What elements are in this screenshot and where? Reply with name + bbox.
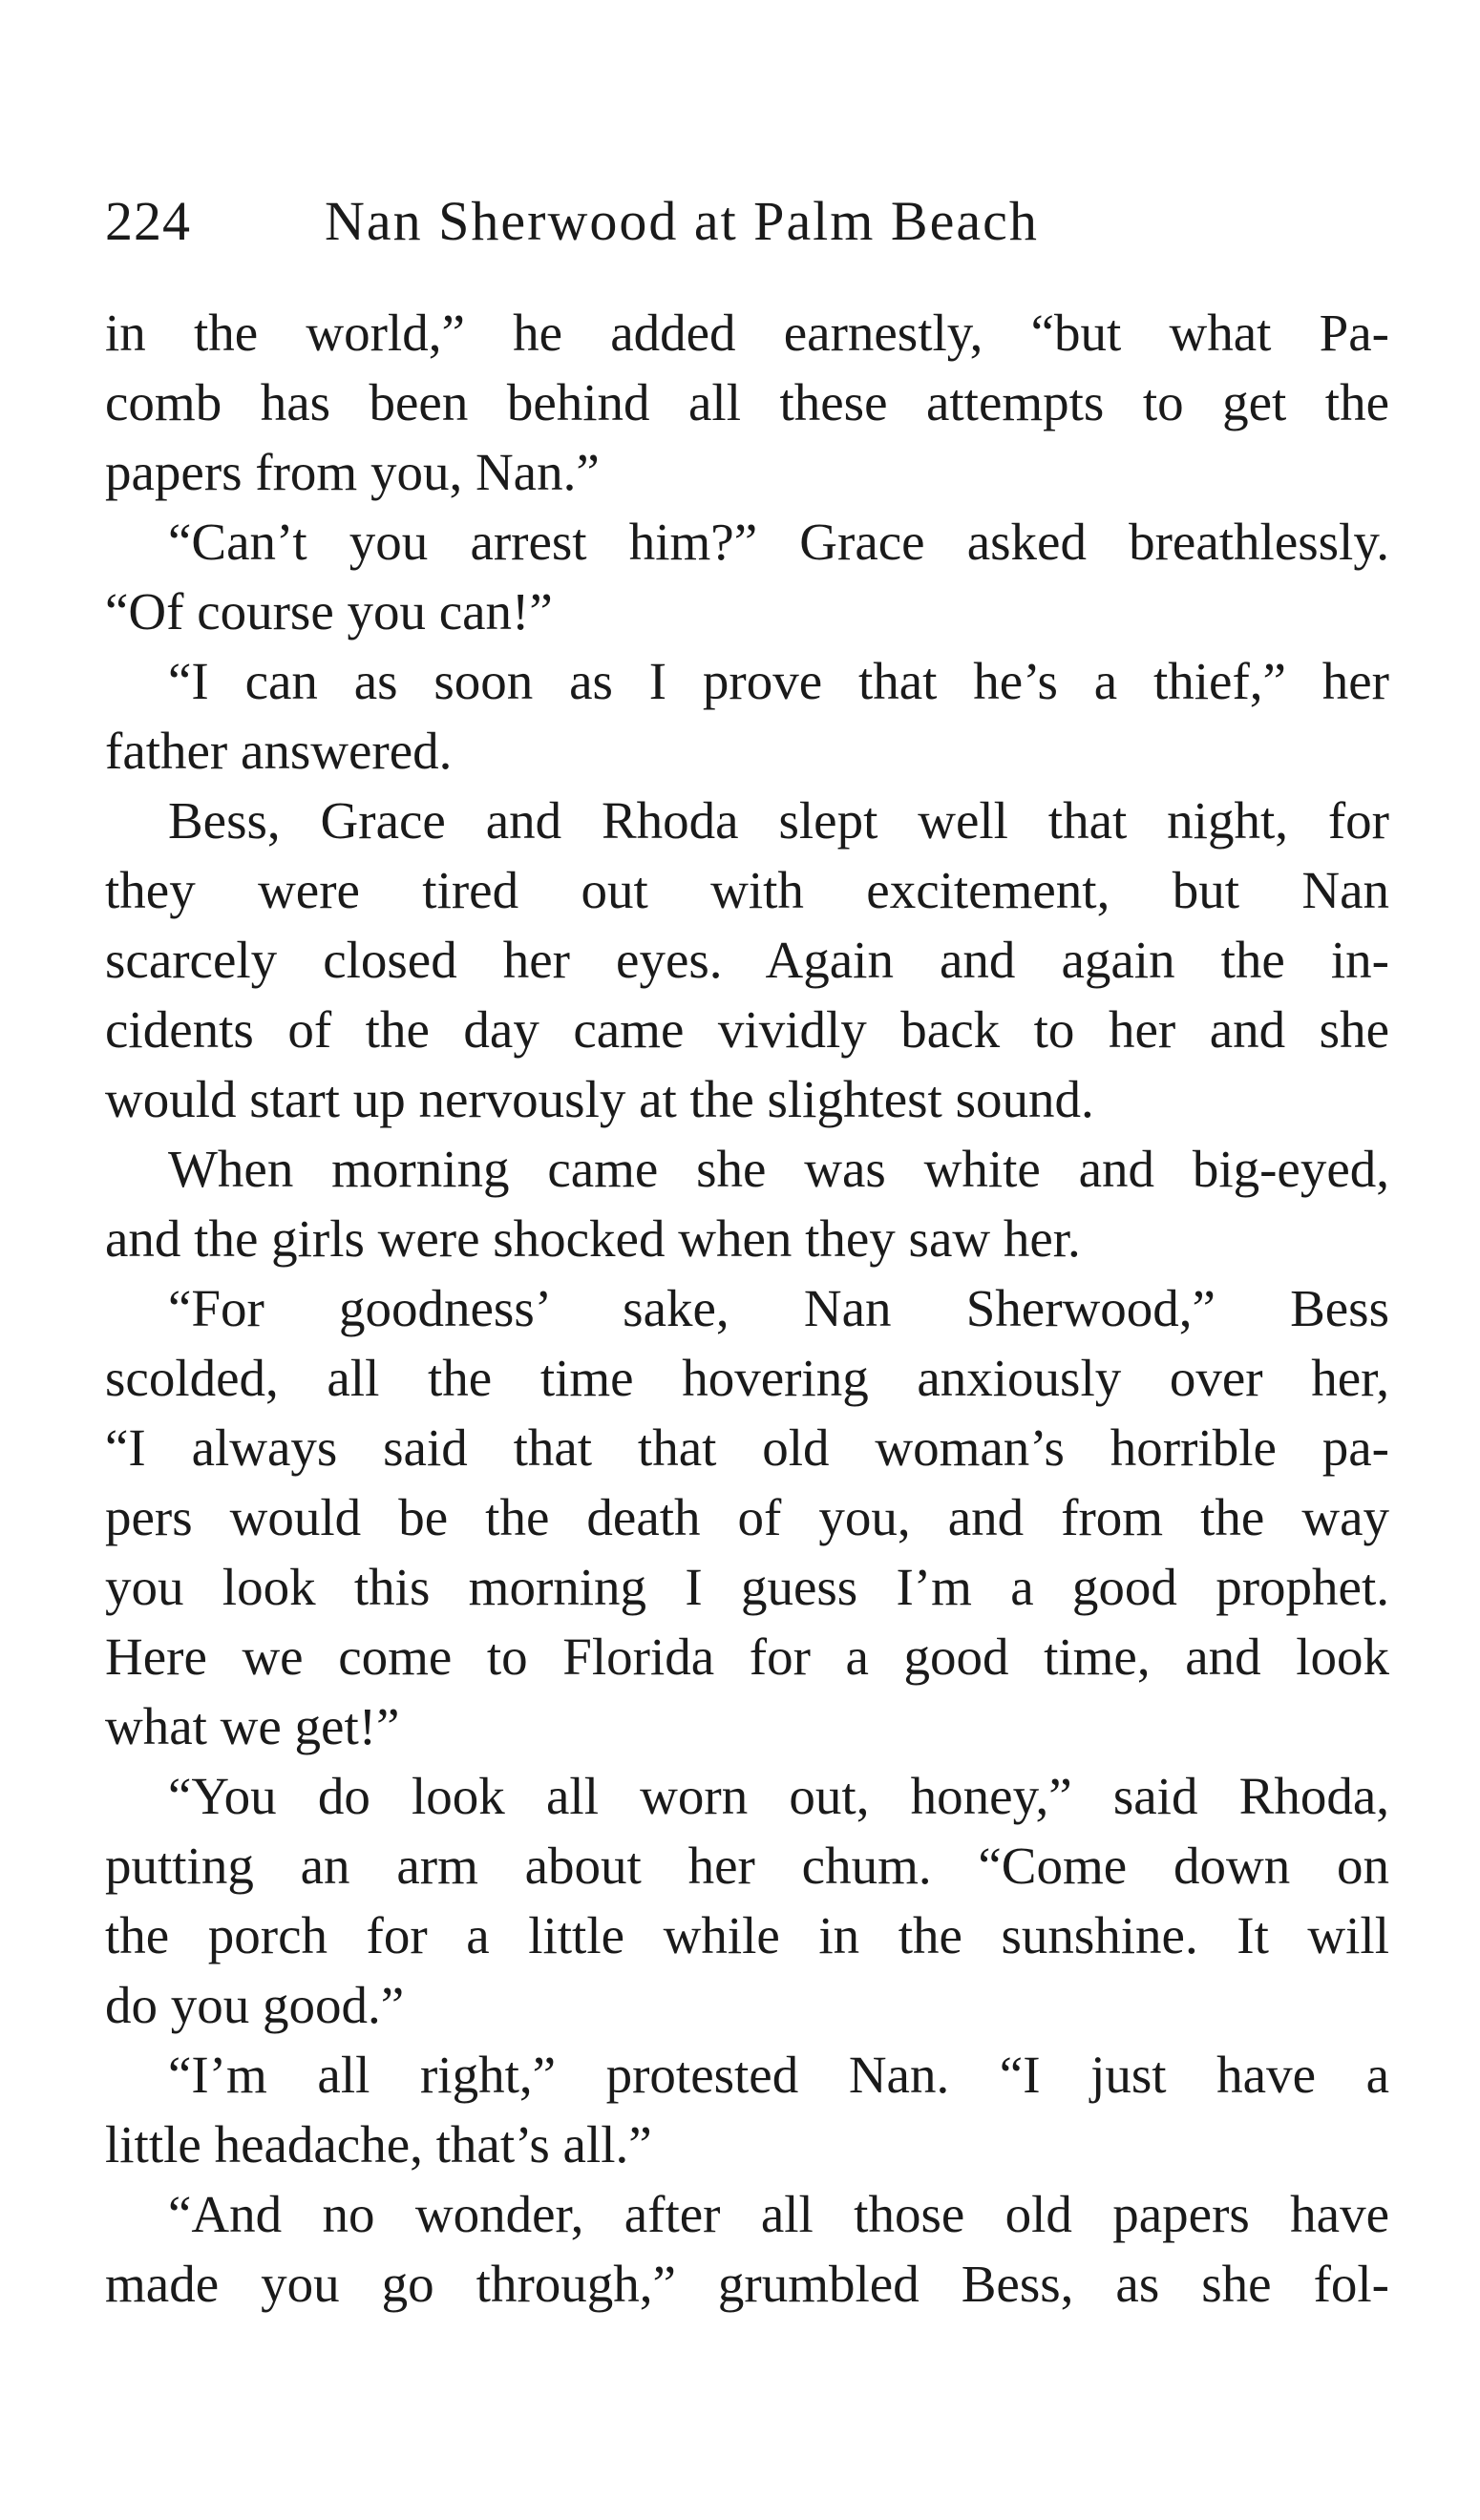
body-text — [105, 298, 1389, 2319]
text-line: they were tired out with excitement, but Nan — [105, 861, 1389, 919]
text-line: in the world,” he added earnestly, “but what Pa- — [105, 304, 1389, 362]
text-line: and the girls were shocked when they saw her. — [105, 1209, 1081, 1268]
text-line: father answered. — [105, 722, 453, 780]
text-line: the porch for a little while in the sunshine. It will — [105, 1906, 1389, 1964]
text-line: “For goodness’ sake, Nan Sherwood,” Bess — [168, 1279, 1389, 1337]
text-line: “And no wonder, after all those old papers have — [168, 2185, 1389, 2243]
running-title: Nan Sherwood at Palm Beach — [325, 190, 1039, 252]
text-line: Here we come to Florida for a good time, and look — [105, 1628, 1389, 1686]
text-line: pers would be the death of you, and from the way — [105, 1488, 1389, 1546]
text-line: putting an arm about her chum. “Come down on — [105, 1837, 1389, 1895]
text-line: scolded, all the time hovering anxiously over her, — [105, 1349, 1389, 1407]
page-header — [105, 183, 1385, 260]
text-line: scarcely closed her eyes. Again and again the in- — [105, 931, 1389, 989]
text-line: made you go through,” grumbled Bess, as she fol- — [105, 2255, 1389, 2313]
text-line: what we get!” — [105, 1697, 400, 1755]
text-line: “Of course you can!” — [105, 582, 553, 640]
text-line: “I’m all right,” protested Nan. “I just have a — [168, 2046, 1389, 2104]
text-line: comb has been behind all these attempts to get the — [105, 373, 1389, 431]
text-line: “Can’t you arrest him?” Grace asked breathlessly. — [168, 513, 1389, 571]
text-line: do you good.” — [105, 1976, 405, 2034]
text-line: “I always said that that old woman’s horrible pa- — [105, 1418, 1389, 1477]
text-line: When morning came she was white and big-eyed, — [168, 1140, 1389, 1198]
text-line: cidents of the day came vividly back to her and she — [105, 1000, 1389, 1059]
text-line: you look this morning I guess I’m a good prophet. — [105, 1558, 1389, 1616]
text-line: Bess, Grace and Rhoda slept well that night, for — [168, 791, 1389, 850]
text-line: little headache, that’s all.” — [105, 2115, 652, 2174]
text-line: would start up nervously at the slightest sound. — [105, 1070, 1094, 1128]
text-line: papers from you, Nan.” — [105, 443, 600, 501]
page-number: 224 — [105, 190, 191, 252]
text-line: “I can as soon as I prove that he’s a thief,” her — [168, 652, 1389, 710]
text-line: “You do look all worn out, honey,” said Rhoda, — [168, 1767, 1389, 1825]
